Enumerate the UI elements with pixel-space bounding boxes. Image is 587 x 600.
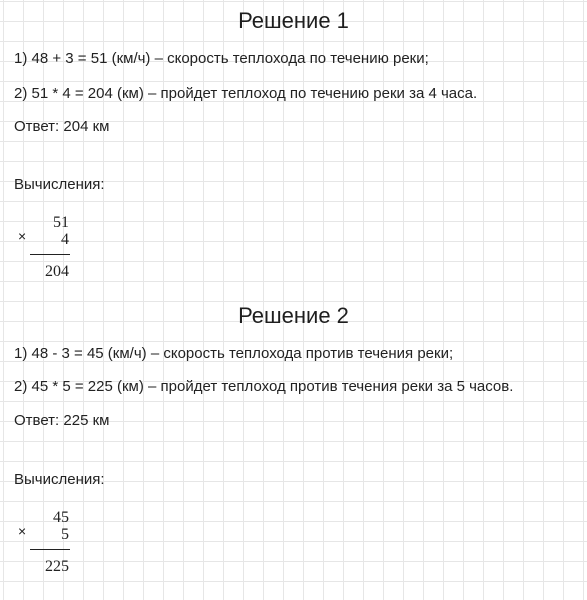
multiply-sign: × [18, 228, 27, 244]
result-rule [30, 549, 70, 550]
solution-1-answer: Ответ: 204 км [14, 118, 110, 135]
solution-2-title: Решение 2 [238, 303, 349, 328]
solution-1-multiplication [14, 214, 74, 280]
solution-1-step-2: 2) 51 * 4 = 204 (км) – пройдет теплоход по течению реки за 4 часа. [14, 85, 478, 102]
product: 204 [45, 263, 69, 280]
multiplicand: 51 [53, 214, 69, 231]
solution-1-step-1: 1) 48 + 3 = 51 (км/ч) – скорость теплохода по течению реки; [14, 50, 429, 67]
result-rule [30, 254, 70, 255]
solution-2-answer: Ответ: 225 км [14, 412, 110, 429]
solution-1-calc-label: Вычисления: [14, 176, 105, 193]
multiply-sign: × [18, 523, 27, 539]
multiplier: 4 [61, 231, 69, 248]
product: 225 [45, 558, 69, 575]
solution-2-multiplication [14, 509, 74, 575]
solution-1-title: Решение 1 [238, 8, 349, 33]
multiplier: 5 [61, 526, 69, 543]
multiplicand: 45 [53, 509, 69, 526]
solution-2-step-1: 1) 48 - 3 = 45 (км/ч) – скорость теплохода против течения реки; [14, 345, 454, 362]
solution-2-step-2: 2) 45 * 5 = 225 (км) – пройдет теплоход против течения реки за 5 часов. [14, 378, 514, 395]
solution-2-calc-label: Вычисления: [14, 471, 105, 488]
